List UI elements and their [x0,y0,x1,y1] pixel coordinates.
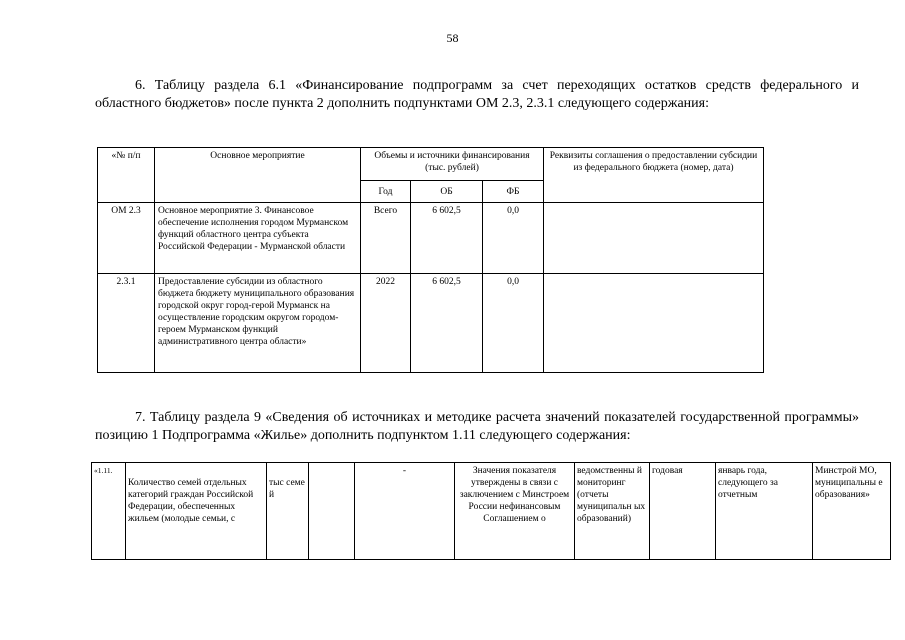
paragraph-7-text: 7. Таблицу раздела 9 «Сведения об источниках и методике расчета значений показателей государственной программы» позицию 1 Подпрограмма «Жилье» дополнить подпунктом 1.11 следующего содержания: [95,410,859,443]
cell-number: «1.11. [92,463,126,560]
cell-unit: тыс семе й [267,463,309,560]
paragraph-7 [95,409,859,445]
header-requisites: Реквизиты соглашения о предоставлении субсидии из федерального бюджета (номер, дата) [544,148,764,203]
cell-deadline: январь года, следующего за отчетным [716,463,813,560]
header-volumes: Объемы и источники финансирования (тыс. рублей) [361,148,544,181]
table-row [92,463,891,560]
cell-responsible: Минстрой МО, муниципальны е образования» [813,463,891,560]
paragraph-6 [95,77,859,113]
row-requisites [544,274,764,373]
row-ob: 6 602,5 [411,203,483,274]
cell-frequency: годовая [650,463,716,560]
header-num: «№ п/п [98,148,155,203]
row-year: 2022 [361,274,411,373]
row-event: Предоставление субсидии из областного бюджета бюджету муниципального образования городской округ город-герой Мурманск на осуществление городским округом городом-героем Мурманском функций административного центра области» [155,274,361,373]
row-num: ОМ 2.3 [98,203,155,274]
row-year: Всего [361,203,411,274]
indicators-table [91,462,891,560]
paragraph-6-text: 6. Таблицу раздела 6.1 «Финансирование подпрограмм за счет переходящих остатков средств федерального и областного бюджетов» после пункта 2 дополнить подпунктами ОМ 2.3, 2.3.1 следующего содержания: [95,78,859,111]
table-row [98,203,764,274]
cell-basis: Значения показателя утверждены в связи с заключением с Минстроем России нефинансовым Соглашением о [455,463,575,560]
page-number: 58 [446,31,459,45]
cell-indicator: Количество семей отдельных категорий граждан Российской Федерации, обеспеченных жильем (молодые семьи, с [126,463,267,560]
row-fb: 0,0 [483,274,544,373]
cell-source: ведомственны й мониторинг (отчеты муниципальн ых образований) [575,463,650,560]
row-requisites [544,203,764,274]
cell-empty [309,463,355,560]
row-num: 2.3.1 [98,274,155,373]
row-fb: 0,0 [483,203,544,274]
cell-dash: - [355,463,455,560]
header-fb: ФБ [483,181,544,203]
header-year: Год [361,181,411,203]
row-event: Основное мероприятие 3. Финансовое обеспечение исполнения городом Мурманском функций областного центра субъекта Российской Федерации - Мурманской области [155,203,361,274]
financing-table [97,147,764,373]
table-row [98,274,764,373]
header-ob: ОБ [411,181,483,203]
header-event: Основное мероприятие [155,148,361,203]
row-ob: 6 602,5 [411,274,483,373]
